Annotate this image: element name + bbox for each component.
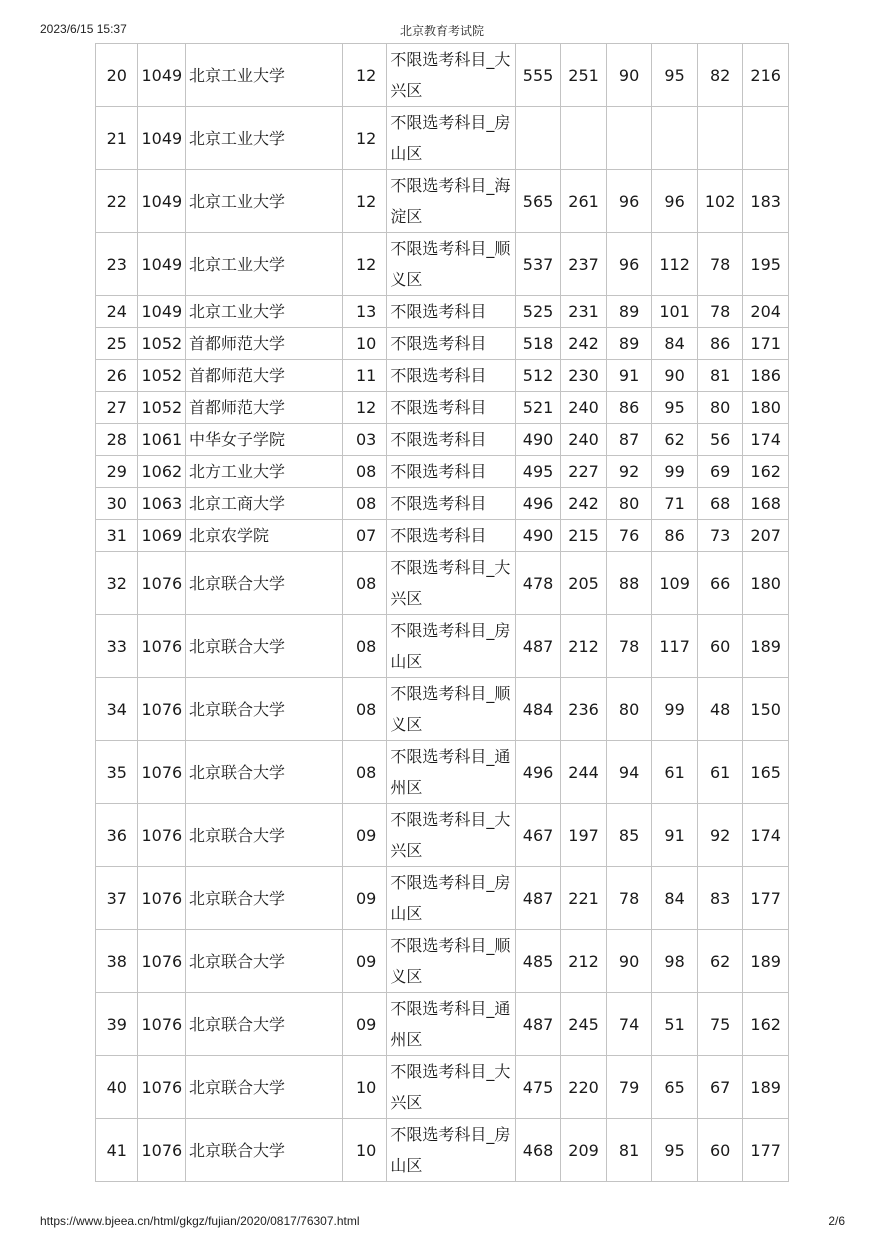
major-group-cell: 10 xyxy=(342,328,387,360)
table-row xyxy=(96,328,789,360)
score-5-cell: 165 xyxy=(743,741,789,804)
table-row xyxy=(96,930,789,993)
score-2-cell: 89 xyxy=(606,296,652,328)
school-name-cell: 首都师范大学 xyxy=(186,392,343,424)
page-number: 2/6 xyxy=(828,1214,845,1228)
score-4-cell: 61 xyxy=(697,741,743,804)
score-2-cell: 86 xyxy=(606,392,652,424)
table-row xyxy=(96,424,789,456)
score-1-cell: 244 xyxy=(561,741,607,804)
score-1-cell: 240 xyxy=(561,424,607,456)
major-group-cell: 08 xyxy=(342,678,387,741)
school-name-cell: 北京工业大学 xyxy=(186,296,343,328)
score-2-cell: 80 xyxy=(606,678,652,741)
row-index-cell: 31 xyxy=(96,520,138,552)
table-row xyxy=(96,360,789,392)
score-4-cell: 78 xyxy=(697,233,743,296)
major-group-cell: 09 xyxy=(342,930,387,993)
score-1-cell: 237 xyxy=(561,233,607,296)
score-3-cell: 101 xyxy=(652,296,698,328)
score-4-cell: 75 xyxy=(697,993,743,1056)
page-title: 北京教育考试院 xyxy=(399,24,484,38)
score-5-cell: 207 xyxy=(743,520,789,552)
score-2-cell: 79 xyxy=(606,1056,652,1119)
subject-requirement-cell: 不限选考科目_顺义区 xyxy=(387,930,515,993)
major-group-cell: 03 xyxy=(342,424,387,456)
table-row xyxy=(96,520,789,552)
score-total-cell: 490 xyxy=(515,520,561,552)
score-1-cell: 236 xyxy=(561,678,607,741)
table-row xyxy=(96,456,789,488)
subject-requirement-cell: 不限选考科目_房山区 xyxy=(387,1119,515,1182)
school-code-cell: 1076 xyxy=(138,930,186,993)
major-group-cell: 09 xyxy=(342,867,387,930)
school-code-cell: 1076 xyxy=(138,615,186,678)
score-total-cell: 468 xyxy=(515,1119,561,1182)
score-3-cell: 84 xyxy=(652,867,698,930)
major-group-cell: 10 xyxy=(342,1056,387,1119)
score-5-cell: 162 xyxy=(743,456,789,488)
major-group-cell: 08 xyxy=(342,615,387,678)
score-4-cell: 67 xyxy=(697,1056,743,1119)
school-code-cell: 1076 xyxy=(138,678,186,741)
major-group-cell: 12 xyxy=(342,44,387,107)
score-total-cell: 495 xyxy=(515,456,561,488)
row-index-cell: 23 xyxy=(96,233,138,296)
table-row xyxy=(96,867,789,930)
row-index-cell: 38 xyxy=(96,930,138,993)
school-name-cell: 北京联合大学 xyxy=(186,615,343,678)
score-3-cell: 117 xyxy=(652,615,698,678)
score-total-cell: 518 xyxy=(515,328,561,360)
score-1-cell: 205 xyxy=(561,552,607,615)
major-group-cell: 13 xyxy=(342,296,387,328)
score-4-cell: 60 xyxy=(697,615,743,678)
subject-requirement-cell: 不限选考科目 xyxy=(387,296,515,328)
score-1-cell: 240 xyxy=(561,392,607,424)
row-index-cell: 25 xyxy=(96,328,138,360)
score-3-cell: 99 xyxy=(652,678,698,741)
score-5-cell: 186 xyxy=(743,360,789,392)
score-4-cell: 102 xyxy=(697,170,743,233)
score-total-cell: 485 xyxy=(515,930,561,993)
score-5-cell: 174 xyxy=(743,804,789,867)
score-3-cell: 61 xyxy=(652,741,698,804)
score-5-cell: 195 xyxy=(743,233,789,296)
score-total-cell: 475 xyxy=(515,1056,561,1119)
score-total-cell: 496 xyxy=(515,488,561,520)
school-name-cell: 北京工业大学 xyxy=(186,233,343,296)
school-code-cell: 1076 xyxy=(138,741,186,804)
score-total-cell: 478 xyxy=(515,552,561,615)
score-5-cell xyxy=(743,107,789,170)
table-row xyxy=(96,233,789,296)
school-code-cell: 1049 xyxy=(138,233,186,296)
school-code-cell: 1052 xyxy=(138,360,186,392)
major-group-cell: 12 xyxy=(342,107,387,170)
table-row xyxy=(96,392,789,424)
major-group-cell: 08 xyxy=(342,741,387,804)
school-code-cell: 1052 xyxy=(138,392,186,424)
score-2-cell: 90 xyxy=(606,44,652,107)
school-code-cell: 1069 xyxy=(138,520,186,552)
score-total-cell xyxy=(515,107,561,170)
score-1-cell: 231 xyxy=(561,296,607,328)
school-name-cell: 北京联合大学 xyxy=(186,1119,343,1182)
subject-requirement-cell: 不限选考科目 xyxy=(387,392,515,424)
school-code-cell: 1049 xyxy=(138,296,186,328)
subject-requirement-cell: 不限选考科目_大兴区 xyxy=(387,44,515,107)
score-5-cell: 180 xyxy=(743,552,789,615)
subject-requirement-cell: 不限选考科目_海淀区 xyxy=(387,170,515,233)
subject-requirement-cell: 不限选考科目 xyxy=(387,488,515,520)
score-2-cell xyxy=(606,107,652,170)
school-name-cell: 北京联合大学 xyxy=(186,678,343,741)
score-3-cell: 91 xyxy=(652,804,698,867)
school-name-cell: 首都师范大学 xyxy=(186,328,343,360)
table-row xyxy=(96,44,789,107)
score-2-cell: 96 xyxy=(606,233,652,296)
row-index-cell: 21 xyxy=(96,107,138,170)
major-group-cell: 09 xyxy=(342,993,387,1056)
major-group-cell: 11 xyxy=(342,360,387,392)
score-1-cell xyxy=(561,107,607,170)
school-name-cell: 中华女子学院 xyxy=(186,424,343,456)
score-4-cell: 48 xyxy=(697,678,743,741)
row-index-cell: 34 xyxy=(96,678,138,741)
score-3-cell: 51 xyxy=(652,993,698,1056)
score-3-cell: 112 xyxy=(652,233,698,296)
row-index-cell: 39 xyxy=(96,993,138,1056)
score-4-cell: 56 xyxy=(697,424,743,456)
score-2-cell: 78 xyxy=(606,615,652,678)
school-code-cell: 1076 xyxy=(138,1119,186,1182)
score-4-cell: 69 xyxy=(697,456,743,488)
table-row xyxy=(96,296,789,328)
school-code-cell: 1076 xyxy=(138,1056,186,1119)
score-4-cell: 73 xyxy=(697,520,743,552)
table-row xyxy=(96,741,789,804)
major-group-cell: 08 xyxy=(342,488,387,520)
score-total-cell: 537 xyxy=(515,233,561,296)
score-total-cell: 565 xyxy=(515,170,561,233)
score-4-cell: 66 xyxy=(697,552,743,615)
score-2-cell: 76 xyxy=(606,520,652,552)
score-total-cell: 487 xyxy=(515,993,561,1056)
score-2-cell: 91 xyxy=(606,360,652,392)
school-code-cell: 1063 xyxy=(138,488,186,520)
score-5-cell: 204 xyxy=(743,296,789,328)
score-5-cell: 183 xyxy=(743,170,789,233)
score-total-cell: 525 xyxy=(515,296,561,328)
score-3-cell: 109 xyxy=(652,552,698,615)
score-2-cell: 89 xyxy=(606,328,652,360)
school-name-cell: 北方工业大学 xyxy=(186,456,343,488)
table-row xyxy=(96,1056,789,1119)
major-group-cell: 12 xyxy=(342,392,387,424)
score-1-cell: 230 xyxy=(561,360,607,392)
row-index-cell: 27 xyxy=(96,392,138,424)
score-4-cell: 60 xyxy=(697,1119,743,1182)
school-code-cell: 1052 xyxy=(138,328,186,360)
score-total-cell: 521 xyxy=(515,392,561,424)
table-row xyxy=(96,678,789,741)
subject-requirement-cell: 不限选考科目_通州区 xyxy=(387,993,515,1056)
score-2-cell: 90 xyxy=(606,930,652,993)
score-1-cell: 242 xyxy=(561,328,607,360)
score-5-cell: 168 xyxy=(743,488,789,520)
source-url: https://www.bjeea.cn/html/gkgz/fujian/2020/0817/76307.html xyxy=(40,1214,360,1228)
score-1-cell: 212 xyxy=(561,930,607,993)
subject-requirement-cell: 不限选考科目 xyxy=(387,360,515,392)
score-4-cell: 81 xyxy=(697,360,743,392)
score-2-cell: 85 xyxy=(606,804,652,867)
school-name-cell: 北京农学院 xyxy=(186,520,343,552)
subject-requirement-cell: 不限选考科目_房山区 xyxy=(387,615,515,678)
score-3-cell: 95 xyxy=(652,392,698,424)
major-group-cell: 12 xyxy=(342,233,387,296)
score-4-cell: 68 xyxy=(697,488,743,520)
score-2-cell: 78 xyxy=(606,867,652,930)
table-row xyxy=(96,552,789,615)
score-5-cell: 189 xyxy=(743,1056,789,1119)
subject-requirement-cell: 不限选考科目 xyxy=(387,328,515,360)
score-2-cell: 74 xyxy=(606,993,652,1056)
school-name-cell: 北京联合大学 xyxy=(186,804,343,867)
score-2-cell: 94 xyxy=(606,741,652,804)
score-total-cell: 487 xyxy=(515,867,561,930)
school-code-cell: 1076 xyxy=(138,804,186,867)
row-index-cell: 28 xyxy=(96,424,138,456)
score-2-cell: 88 xyxy=(606,552,652,615)
major-group-cell: 12 xyxy=(342,170,387,233)
score-3-cell: 98 xyxy=(652,930,698,993)
score-1-cell: 227 xyxy=(561,456,607,488)
score-total-cell: 467 xyxy=(515,804,561,867)
score-3-cell: 96 xyxy=(652,170,698,233)
school-name-cell: 北京工业大学 xyxy=(186,44,343,107)
subject-requirement-cell: 不限选考科目_大兴区 xyxy=(387,1056,515,1119)
score-total-cell: 512 xyxy=(515,360,561,392)
school-name-cell: 北京工业大学 xyxy=(186,170,343,233)
row-index-cell: 36 xyxy=(96,804,138,867)
row-index-cell: 41 xyxy=(96,1119,138,1182)
row-index-cell: 29 xyxy=(96,456,138,488)
admission-score-table xyxy=(95,43,789,1182)
score-total-cell: 484 xyxy=(515,678,561,741)
row-index-cell: 24 xyxy=(96,296,138,328)
score-3-cell: 99 xyxy=(652,456,698,488)
row-index-cell: 32 xyxy=(96,552,138,615)
school-code-cell: 1076 xyxy=(138,552,186,615)
score-4-cell xyxy=(697,107,743,170)
major-group-cell: 10 xyxy=(342,1119,387,1182)
table-row xyxy=(96,1119,789,1182)
score-1-cell: 245 xyxy=(561,993,607,1056)
score-4-cell: 86 xyxy=(697,328,743,360)
score-5-cell: 216 xyxy=(743,44,789,107)
table-row xyxy=(96,170,789,233)
score-3-cell: 90 xyxy=(652,360,698,392)
print-datetime: 2023/6/15 15:37 xyxy=(40,22,127,36)
school-code-cell: 1049 xyxy=(138,44,186,107)
score-3-cell: 95 xyxy=(652,1119,698,1182)
table-row xyxy=(96,107,789,170)
subject-requirement-cell: 不限选考科目 xyxy=(387,424,515,456)
score-4-cell: 83 xyxy=(697,867,743,930)
table-row xyxy=(96,615,789,678)
school-code-cell: 1049 xyxy=(138,170,186,233)
major-group-cell: 08 xyxy=(342,456,387,488)
score-3-cell xyxy=(652,107,698,170)
school-name-cell: 北京联合大学 xyxy=(186,993,343,1056)
score-5-cell: 162 xyxy=(743,993,789,1056)
subject-requirement-cell: 不限选考科目_大兴区 xyxy=(387,552,515,615)
subject-requirement-cell: 不限选考科目_大兴区 xyxy=(387,804,515,867)
school-code-cell: 1076 xyxy=(138,867,186,930)
score-1-cell: 251 xyxy=(561,44,607,107)
score-1-cell: 209 xyxy=(561,1119,607,1182)
school-name-cell: 北京联合大学 xyxy=(186,930,343,993)
row-index-cell: 30 xyxy=(96,488,138,520)
subject-requirement-cell: 不限选考科目 xyxy=(387,520,515,552)
score-1-cell: 242 xyxy=(561,488,607,520)
score-4-cell: 62 xyxy=(697,930,743,993)
row-index-cell: 40 xyxy=(96,1056,138,1119)
score-5-cell: 174 xyxy=(743,424,789,456)
score-4-cell: 82 xyxy=(697,44,743,107)
score-total-cell: 555 xyxy=(515,44,561,107)
table-row xyxy=(96,993,789,1056)
score-1-cell: 197 xyxy=(561,804,607,867)
subject-requirement-cell: 不限选考科目_房山区 xyxy=(387,867,515,930)
score-3-cell: 62 xyxy=(652,424,698,456)
major-group-cell: 09 xyxy=(342,804,387,867)
score-5-cell: 189 xyxy=(743,615,789,678)
subject-requirement-cell: 不限选考科目_通州区 xyxy=(387,741,515,804)
school-code-cell: 1049 xyxy=(138,107,186,170)
score-1-cell: 221 xyxy=(561,867,607,930)
school-name-cell: 北京联合大学 xyxy=(186,867,343,930)
score-total-cell: 496 xyxy=(515,741,561,804)
score-3-cell: 65 xyxy=(652,1056,698,1119)
row-index-cell: 22 xyxy=(96,170,138,233)
score-5-cell: 180 xyxy=(743,392,789,424)
score-5-cell: 177 xyxy=(743,1119,789,1182)
score-2-cell: 80 xyxy=(606,488,652,520)
score-4-cell: 80 xyxy=(697,392,743,424)
school-name-cell: 北京工商大学 xyxy=(186,488,343,520)
subject-requirement-cell: 不限选考科目_顺义区 xyxy=(387,233,515,296)
school-code-cell: 1061 xyxy=(138,424,186,456)
score-5-cell: 189 xyxy=(743,930,789,993)
score-4-cell: 78 xyxy=(697,296,743,328)
table-row xyxy=(96,488,789,520)
score-5-cell: 171 xyxy=(743,328,789,360)
score-5-cell: 177 xyxy=(743,867,789,930)
school-name-cell: 首都师范大学 xyxy=(186,360,343,392)
score-3-cell: 84 xyxy=(652,328,698,360)
school-name-cell: 北京联合大学 xyxy=(186,1056,343,1119)
score-total-cell: 490 xyxy=(515,424,561,456)
score-1-cell: 215 xyxy=(561,520,607,552)
score-1-cell: 212 xyxy=(561,615,607,678)
score-2-cell: 87 xyxy=(606,424,652,456)
score-2-cell: 92 xyxy=(606,456,652,488)
major-group-cell: 08 xyxy=(342,552,387,615)
score-3-cell: 71 xyxy=(652,488,698,520)
school-name-cell: 北京联合大学 xyxy=(186,552,343,615)
score-total-cell: 487 xyxy=(515,615,561,678)
school-code-cell: 1062 xyxy=(138,456,186,488)
row-index-cell: 37 xyxy=(96,867,138,930)
major-group-cell: 07 xyxy=(342,520,387,552)
subject-requirement-cell: 不限选考科目_顺义区 xyxy=(387,678,515,741)
score-4-cell: 92 xyxy=(697,804,743,867)
row-index-cell: 20 xyxy=(96,44,138,107)
row-index-cell: 26 xyxy=(96,360,138,392)
row-index-cell: 35 xyxy=(96,741,138,804)
score-2-cell: 81 xyxy=(606,1119,652,1182)
school-code-cell: 1076 xyxy=(138,993,186,1056)
score-1-cell: 261 xyxy=(561,170,607,233)
row-index-cell: 33 xyxy=(96,615,138,678)
subject-requirement-cell: 不限选考科目 xyxy=(387,456,515,488)
school-name-cell: 北京联合大学 xyxy=(186,741,343,804)
score-1-cell: 220 xyxy=(561,1056,607,1119)
school-name-cell: 北京工业大学 xyxy=(186,107,343,170)
score-5-cell: 150 xyxy=(743,678,789,741)
score-2-cell: 96 xyxy=(606,170,652,233)
score-3-cell: 86 xyxy=(652,520,698,552)
table-row xyxy=(96,804,789,867)
score-3-cell: 95 xyxy=(652,44,698,107)
subject-requirement-cell: 不限选考科目_房山区 xyxy=(387,107,515,170)
